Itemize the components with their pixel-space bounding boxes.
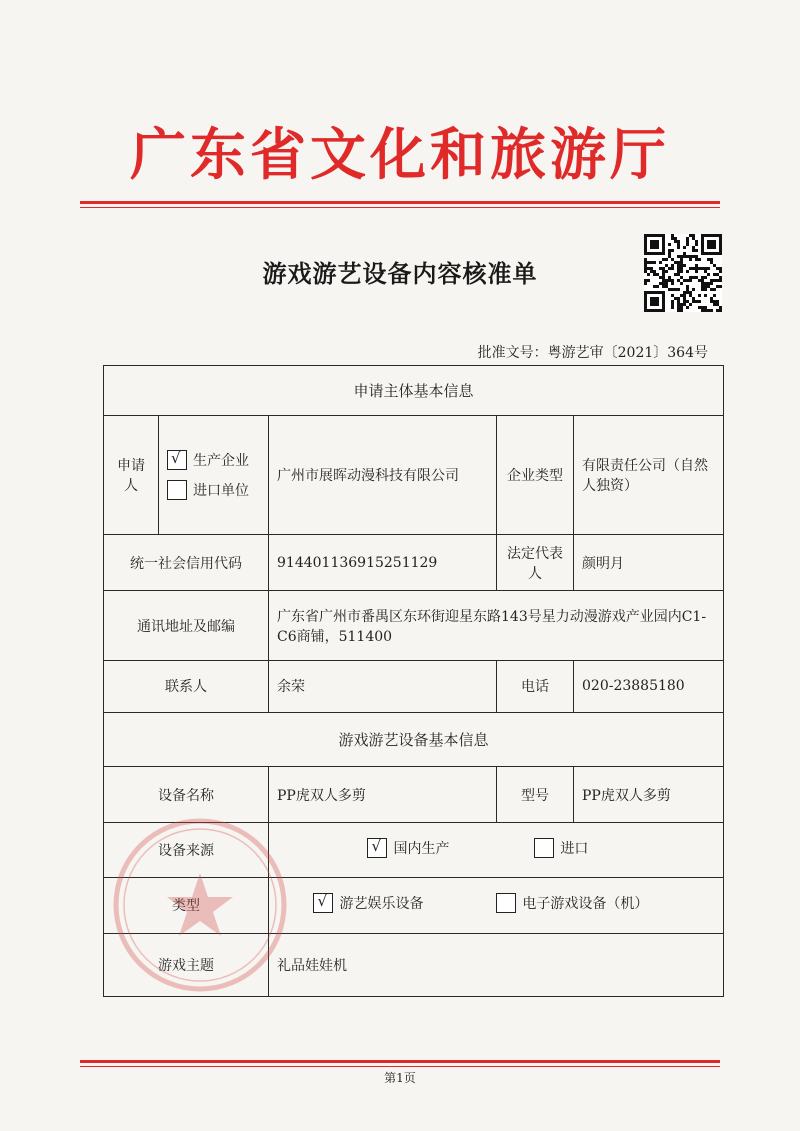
approval-form-table bbox=[103, 365, 724, 997]
applicant-label: 申请人 bbox=[104, 415, 159, 534]
footer-rule bbox=[80, 1060, 720, 1063]
type-label: 类型 bbox=[104, 877, 269, 933]
masthead-rule-thin bbox=[80, 207, 720, 208]
option-label: 生产企业 bbox=[193, 452, 249, 469]
credit-code-label: 统一社会信用代码 bbox=[104, 535, 269, 591]
qr-code-icon bbox=[644, 234, 722, 312]
checkbox-empty-icon bbox=[534, 838, 554, 858]
theme-label: 游戏主题 bbox=[104, 934, 269, 997]
company-type-label: 企业类型 bbox=[497, 415, 574, 534]
applicant-section-heading: 申请主体基本信息 bbox=[104, 366, 724, 416]
device-section-heading: 游戏游艺设备基本信息 bbox=[104, 712, 724, 766]
credit-code: 914401136915251129 bbox=[269, 535, 497, 591]
model: PP虎双人多剪 bbox=[574, 767, 724, 823]
checkbox-checked-icon bbox=[167, 450, 187, 470]
checkbox-checked-icon bbox=[313, 893, 333, 913]
option-label: 国内生产 bbox=[393, 841, 450, 858]
page-number: 第1页 bbox=[384, 1071, 416, 1085]
masthead-rule bbox=[80, 201, 720, 204]
option-electronic bbox=[496, 893, 648, 913]
phone-label: 电话 bbox=[497, 660, 574, 712]
device-name: PP虎双人多剪 bbox=[269, 767, 497, 823]
device-name-label: 设备名称 bbox=[104, 767, 269, 823]
option-importer bbox=[167, 475, 260, 505]
checkbox-checked-icon bbox=[367, 838, 387, 858]
approval-number: 批准文号：粤游艺审〔2021〕364号 bbox=[477, 345, 708, 361]
source-options bbox=[269, 823, 724, 877]
checkbox-empty-icon bbox=[496, 893, 516, 913]
address: 广东省广州市番禺区东环街迎星东路143号星力动漫游戏产业园内C1-C6商铺，511400 bbox=[269, 591, 724, 660]
contact: 余荣 bbox=[269, 660, 497, 712]
company-name: 广州市展晖动漫科技有限公司 bbox=[269, 415, 497, 534]
checkbox-empty-icon bbox=[167, 480, 187, 500]
option-import bbox=[534, 838, 588, 858]
option-manufacturer bbox=[167, 445, 260, 475]
applicant-type-options bbox=[159, 415, 269, 534]
option-label: 游艺娱乐设备 bbox=[339, 896, 424, 913]
masthead-title: 广东省文化和旅游厅 bbox=[130, 122, 670, 188]
legal-rep: 颜明月 bbox=[574, 535, 724, 591]
legal-rep-label: 法定代表人 bbox=[497, 535, 574, 591]
company-type: 有限责任公司（自然人独资） bbox=[574, 415, 724, 534]
option-amusement bbox=[313, 893, 423, 913]
option-label: 进口 bbox=[560, 841, 589, 858]
phone: 020-23885180 bbox=[574, 660, 724, 712]
model-label: 型号 bbox=[497, 767, 574, 823]
source-label: 设备来源 bbox=[104, 823, 269, 877]
option-label: 电子游戏设备（机） bbox=[522, 896, 649, 913]
contact-label: 联系人 bbox=[104, 660, 269, 712]
type-options bbox=[269, 877, 724, 933]
option-domestic bbox=[367, 838, 449, 858]
footer-rule-thin bbox=[80, 1066, 720, 1067]
option-label: 进口单位 bbox=[193, 482, 249, 499]
document-title: 游戏游艺设备内容核准单 bbox=[262, 259, 538, 288]
theme: 礼品娃娃机 bbox=[269, 934, 724, 997]
address-label: 通讯地址及邮编 bbox=[104, 591, 269, 660]
